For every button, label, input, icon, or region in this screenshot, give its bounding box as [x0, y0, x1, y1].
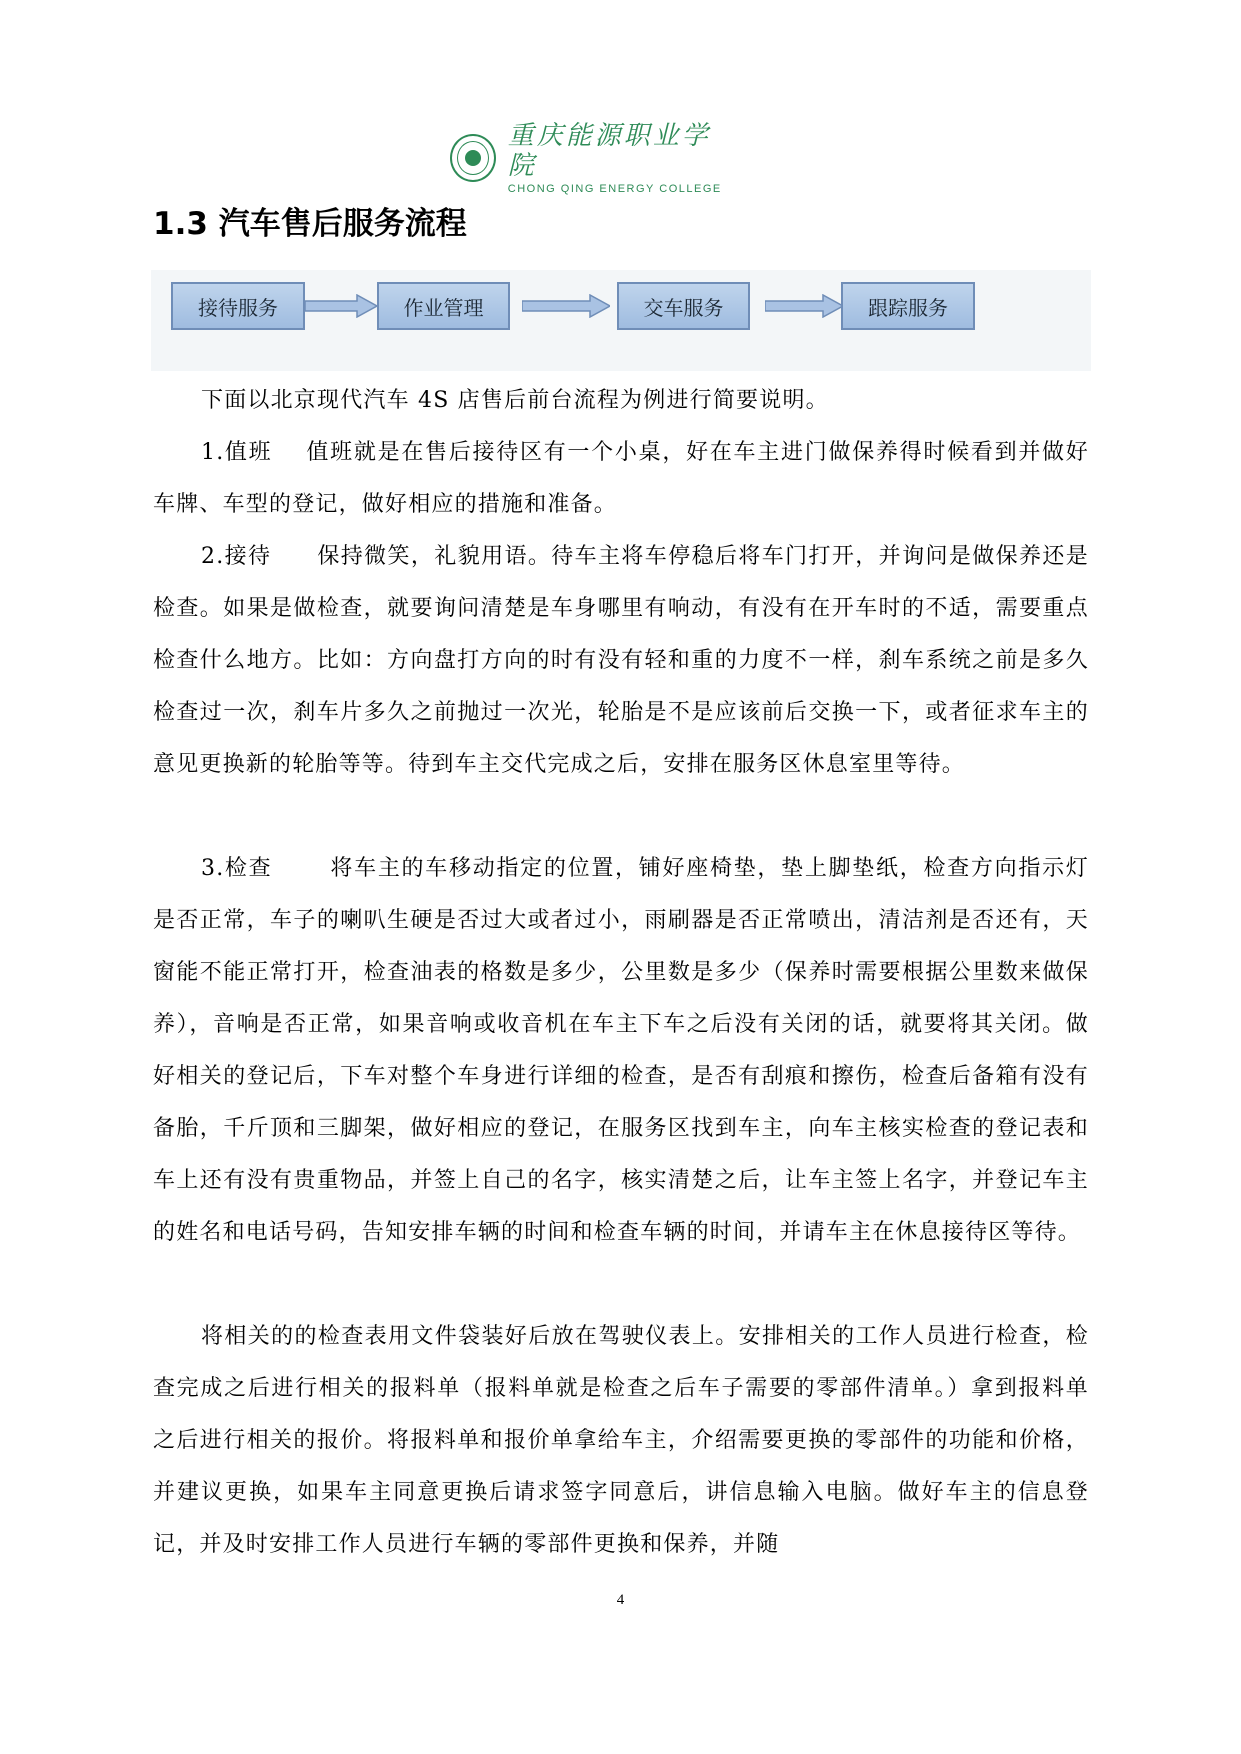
item-reception-text: 保持微笑，礼貌用语。待车主将车停稳后将车门打开，并询问是做保养还是检查。如果是做检查，就要询问清楚是车身哪里有响动，有没有在开车时的不适，需要重点检查什么地方。比如：方向盘打方向的时有没有轻和重的力度不一样，刹车系统之前是多久检查过一次，刹车片多久之前抛过一次光，轮胎是不是应该前后交换一下，或者征求车主的意见更换新的轮胎等等。待到车主交代完成之后，安排在服务区休息室里等待。 [153, 544, 1089, 777]
flow-arrow-icon [305, 294, 377, 318]
college-seal-icon [450, 134, 496, 182]
closing-paragraph: 将相关的的检查表用文件袋装好后放在驾驶仪表上。安排相关的工作人员进行检查，检查完成之后进行相关的报料单（报料单就是检查之后车子需要的零部件清单。）拿到报料单之后进行相关的报价。将报料单和报价单拿给车主，介绍需要更换的零部件的功能和价格，并建议更换，如果车主同意更换后请求签字同意后，讲信息输入电脑。做好车主的信息登记，并及时安排工作人员进行车辆的零部件更换和保养，并随 [153, 1324, 1089, 1557]
intro-paragraph: 下面以北京现代汽车 4S 店售后前台流程为例进行简要说明。 [201, 388, 829, 413]
flow-arrow-icon [765, 294, 843, 318]
flow-step-work-management: 作业管理 [377, 282, 510, 330]
flow-arrow-icon [522, 294, 610, 318]
logo-text [508, 121, 728, 195]
item-reception-paragraph [153, 531, 1089, 791]
item-duty-paragraph [153, 427, 1089, 531]
item-duty-label: 1.值班 [201, 440, 273, 465]
flow-step-reception: 接待服务 [171, 282, 305, 330]
flow-step-delivery: 交车服务 [617, 282, 750, 330]
logo-english-name: CHONG QING ENERGY COLLEGE [507, 183, 722, 195]
item-reception-label: 2.接待 [201, 544, 272, 569]
item-inspection-label: 3.检查 [201, 856, 273, 881]
college-logo [450, 121, 728, 195]
item-inspection-text: 将车主的车移动指定的位置，铺好座椅垫，垫上脚垫纸，检查方向指示灯是否正常，车子的喇叭生硬是否过大或者过小，雨刷器是否正常喷出，清洁剂是否还有，天窗能不能正常打开，检查油表的格数是多少，公里数是多少（保养时需要根据公里数来做保养），音响是否正常，如果音响或收音机在车主下车之后没有关闭的话，就要将其关闭。做好相关的登记后，下车对整个车身进行详细的检查，是否有刮痕和擦伤，检查后备箱有没有备胎，千斤顶和三脚架，做好相应的登记，在服务区找到车主，向车主核实检查的登记表和车上还有没有贵重物品，并签上自己的名字，核实清楚之后，让车主签上名字，并登记车主的姓名和电话号码，告知安排车辆的时间和检查车辆的时间，并请车主在休息接待区等待。 [153, 856, 1090, 1245]
item-duty-text: 值班就是在售后接待区有一个小桌，好在车主进门做保养得时候看到并做好车牌、车型的登记，做好相应的措施和准备。 [153, 440, 1089, 517]
section-title: 1.3 汽车售后服务流程 [153, 206, 467, 242]
page-number: 4 [616, 1592, 625, 1608]
item-inspection-paragraph [153, 843, 1089, 1259]
logo-chinese-name: 重庆能源职业学院 [507, 121, 711, 181]
flow-step-follow-up: 跟踪服务 [841, 282, 975, 330]
